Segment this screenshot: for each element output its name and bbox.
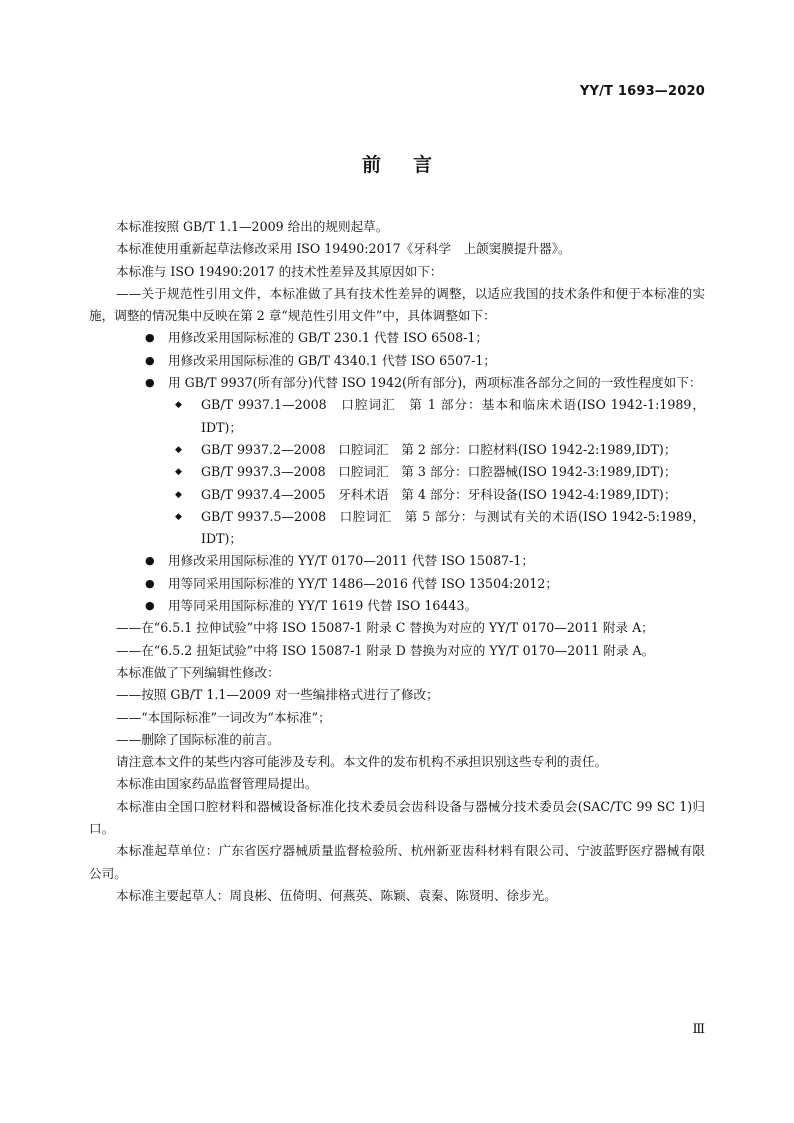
sub-list-item-text: GB/T 9937.1—2008 口腔词汇 第 1 部分：基本和临床术语(ISO 1942-1:1989，IDT)； <box>201 397 705 435</box>
bullet-icon: ● <box>145 599 155 613</box>
dash-item: ——删除了国际标准的前言。 <box>116 731 280 747</box>
paragraph: 本标准主要起草人：周良彬、伍倚明、何燕英、陈颖、袁秦、陈贤明、徐步光。 <box>116 887 557 903</box>
foreword-body <box>89 216 705 907</box>
paragraph: 本标准使用重新起草法修改采用 ISO 19490:2017《牙科学 上颌窦膜提升器》。 <box>116 241 571 257</box>
paragraph: 本标准与 ISO 19490:2017 的技术性差异及其原因如下： <box>116 263 443 279</box>
sub-list-item-text: GB/T 9937.3—2008 口腔词汇 第 3 部分：口腔器械(ISO 1942-3:1989,IDT)； <box>201 464 677 480</box>
dash-item: ——按照 GB/T 1.1—2009 对一些编排格式进行了修改； <box>116 687 439 703</box>
dash-item: ——在“6.5.2 扭矩试验”中将 ISO 15087-1 附录 D 替换为对应的 YY/T 0170—2011 附录 A。 <box>116 642 655 658</box>
page-title: 前言 <box>361 154 464 176</box>
bullet-icon: ● <box>145 576 155 590</box>
paragraph: 本标准由国家药品监督管理局提出。 <box>116 776 318 792</box>
document-id: YY/T 1693—2020 <box>579 84 705 99</box>
list-item <box>89 573 705 595</box>
list-item-text: 用等同采用国际标准的 YY/T 1486—2016 代替 ISO 13504:2012； <box>168 575 558 591</box>
bullet-icon: ● <box>145 554 155 568</box>
list-item-text: 用 GB/T 9937(所有部分)代替 ISO 1942(所有部分)，两项标准各部分之间的一致性程度如下： <box>168 375 702 391</box>
list-item <box>89 350 705 372</box>
dash-item: ——关于规范性引用文件，本标准做了具有技术性差异的调整，以适应我国的技术条件和便于本标准的实施，调整的情况集中反映在第 2 章“规范性引用文件”中，具体调整如下： <box>89 285 705 324</box>
diamond-icon: ◆ <box>175 400 182 411</box>
paragraph: 本标准按照 GB/T 1.1—2009 给出的规则起草。 <box>116 219 389 234</box>
diamond-icon: ◆ <box>175 444 182 455</box>
paragraph: 本标准起草单位：广东省医疗器械质量监督检验所、杭州新亚齿科材料有限公司、宁波蓝野医疗器械有限公司。 <box>89 843 705 881</box>
bullet-icon: ● <box>145 353 155 367</box>
paragraph: 本标准由全国口腔材料和器械设备标准化技术委员会齿科设备与器械分技术委员会(SAC/TC 99 SC 1)归口。 <box>89 798 705 837</box>
sub-list-item <box>89 506 705 551</box>
dash-item: ——“本国际标准”一词改为“本标准”； <box>116 709 331 725</box>
list-item-text: 用修改采用国际标准的 YY/T 0170—2011 代替 ISO 15087-1； <box>168 553 534 569</box>
list-item <box>89 595 705 617</box>
diamond-icon: ◆ <box>175 467 182 478</box>
page-number: Ⅲ <box>692 1022 705 1037</box>
list-item <box>89 327 705 349</box>
sub-list-item-text: GB/T 9937.2—2008 口腔词汇 第 2 部分：口腔材料(ISO 1942-2:1989,IDT)； <box>201 441 677 457</box>
bullet-icon: ● <box>145 331 155 345</box>
list-item-text: 用修改采用国际标准的 GB/T 4340.1 代替 ISO 6507-1； <box>168 352 497 368</box>
sub-list-item <box>89 394 705 439</box>
diamond-icon: ◆ <box>175 511 182 522</box>
dash-item: ——在“6.5.1 拉伸试验”中将 ISO 15087-1 附录 C 替换为对应的 YY/T 0170—2011 附录 A； <box>116 620 654 636</box>
sub-list-item <box>89 461 705 483</box>
list-item <box>89 550 705 572</box>
list-item-text: 用等同采用国际标准的 YY/T 1619 代替 ISO 16443。 <box>168 598 478 614</box>
sub-list-item-text: GB/T 9937.5—2008 口腔词汇 第 5 部分：与测试有关的术语(ISO 1942-5:1989，IDT)； <box>201 508 705 547</box>
sub-list-item-text: GB/T 9937.4—2005 牙科术语 第 4 部分：牙科设备(ISO 1942-4:1989,IDT)； <box>201 486 677 502</box>
list-item-text: 用修改采用国际标准的 GB/T 230.1 代替 ISO 6508-1； <box>168 330 488 346</box>
bullet-icon: ● <box>145 376 155 390</box>
list-item <box>89 372 705 394</box>
paragraph: 本标准做了下列编辑性修改： <box>116 664 280 680</box>
sub-list-item <box>89 484 705 506</box>
diamond-icon: ◆ <box>175 489 182 500</box>
paragraph: 请注意本文件的某些内容可能涉及专利。本文件的发布机构不承担识别这些专利的责任。 <box>116 754 608 770</box>
sub-list-item <box>89 439 705 461</box>
